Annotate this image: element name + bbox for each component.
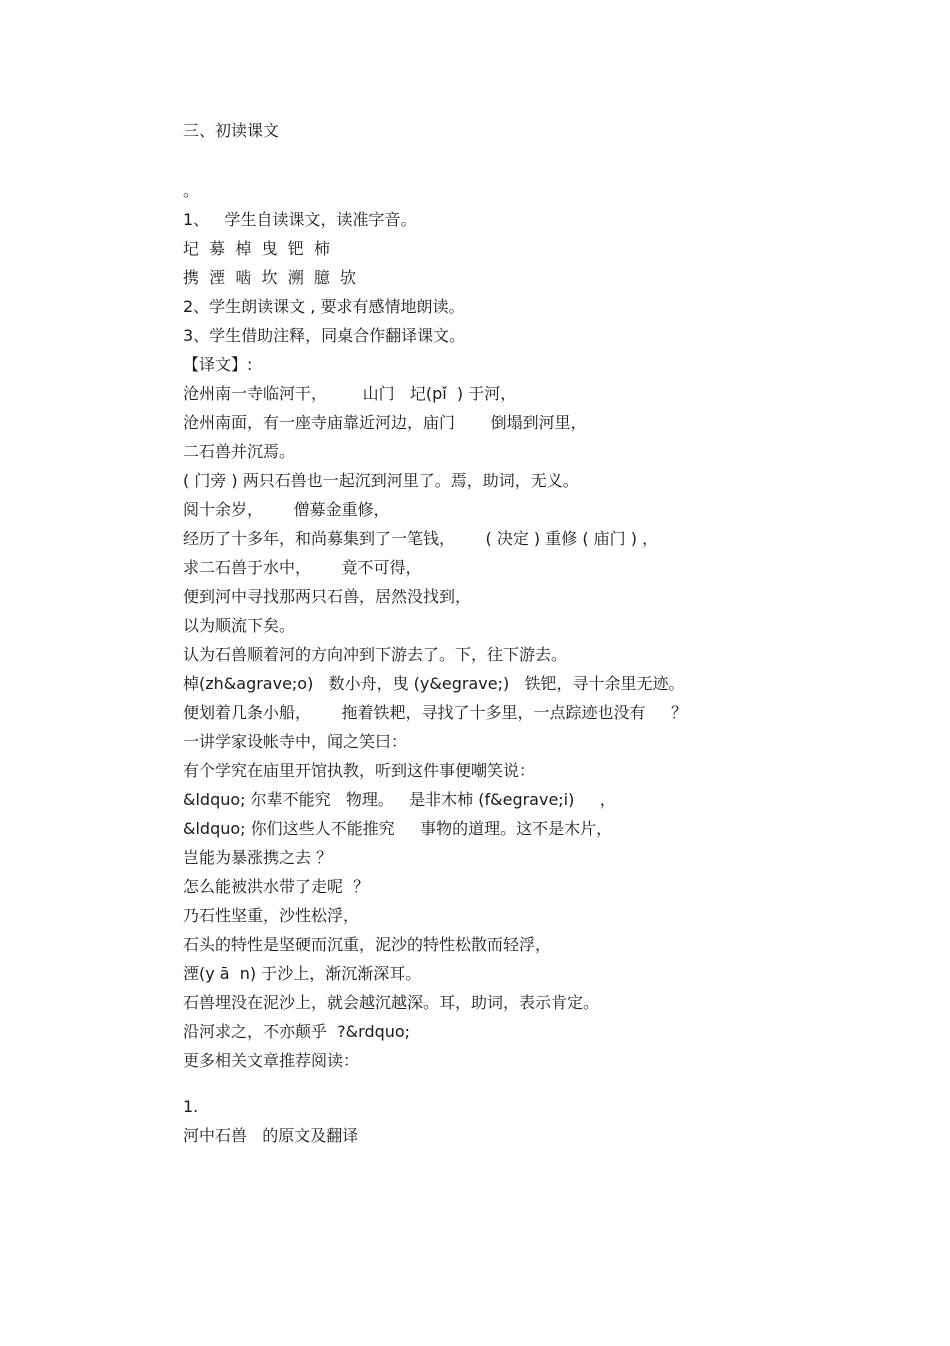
text-line: 沧州南一寺临河干， 山门 圮(pǐ ) 于河，: [183, 384, 517, 403]
text-line: &ldquo; 尔辈不能究 物理。 是非木柿 (f&egrave;i) ，: [183, 790, 616, 809]
text-line: 圮 募 棹 曳 钯 柿: [183, 239, 330, 258]
text-line: 一讲学家设帐寺中，闻之笑曰：: [183, 732, 408, 751]
text-line: 携 湮 啮 坎 溯 臆 欤: [183, 268, 357, 287]
text-line: 石头的特性是坚硬而沉重，泥沙的特性松散而轻浮，: [183, 935, 552, 954]
text-line: 沧州南面，有一座寺庙靠近河边，庙门 倒塌到河里，: [183, 413, 587, 432]
related-article: [183, 1092, 923, 1150]
text-line: 便划着几条小船， 拖着铁耙，寻找了十多里，一点踪迹也没有 ？: [183, 703, 687, 722]
related-article-number: 1.: [183, 1097, 199, 1116]
text-line: 阅十余岁， 僧募金重修，: [183, 500, 390, 519]
body-text: [183, 176, 923, 1075]
text-line: 1、 学生自读课文，读准字音。: [183, 210, 417, 229]
text-line: 认为石兽顺着河的方向冲到下游去了。下，往下游去。: [183, 645, 568, 664]
text-line: 乃石性坚重，沙性松浮，: [183, 906, 360, 925]
text-line: 便到河中寻找那两只石兽，居然没找到，: [183, 587, 472, 606]
text-line: 湮(y ā n) 于沙上，渐沉渐深耳。: [183, 964, 422, 983]
text-line: 岂能为暴涨携之去 ？: [183, 848, 333, 867]
text-line: 【译文】:: [183, 355, 253, 374]
text-line: 以为顺流下矣。: [183, 616, 296, 635]
text-line: 求二石兽于水中， 竟不可得，: [183, 558, 422, 577]
text-line: ( 门旁 ) 两只石兽也一起沉到河里了。焉，助词，无义。: [183, 471, 579, 490]
text-line: 怎么能被洪水带了走呢 ？: [183, 877, 370, 896]
section-heading: 三、初读课文: [183, 121, 280, 140]
text-line: 有个学究在庙里开馆执教，听到这件事便嘲笑说：: [183, 761, 536, 780]
text-line: 3、学生借助注释，同桌合作翻译课文。: [183, 326, 466, 345]
text-line: 石兽埋没在泥沙上，就会越沉越深。耳，助词，表示肯定。: [183, 993, 600, 1012]
related-article-title[interactable]: 河中石兽 的原文及翻译: [183, 1126, 359, 1145]
text-line: 沿河求之，不亦颠乎 ?&rdquo;: [183, 1022, 411, 1041]
text-line: 。: [183, 181, 200, 200]
text-line: 棹(zh&agrave;o) 数小舟，曳 (y&egrave;) 铁钯，寻十余里无迹。: [183, 674, 685, 693]
text-line: 经历了十多年，和尚募集到了一笔钱， ( 决定 ) 重修 ( 庙门 ) ，: [183, 529, 659, 548]
text-line: &ldquo; 你们这些人不能推究 事物的道理。这不是木片，: [183, 819, 613, 838]
text-line: 二石兽并沉焉。: [183, 442, 296, 461]
related-articles-label: 更多相关文章推荐阅读：: [183, 1051, 360, 1070]
text-line: 2、学生朗读课文 , 要求有感情地朗读。: [183, 297, 465, 316]
